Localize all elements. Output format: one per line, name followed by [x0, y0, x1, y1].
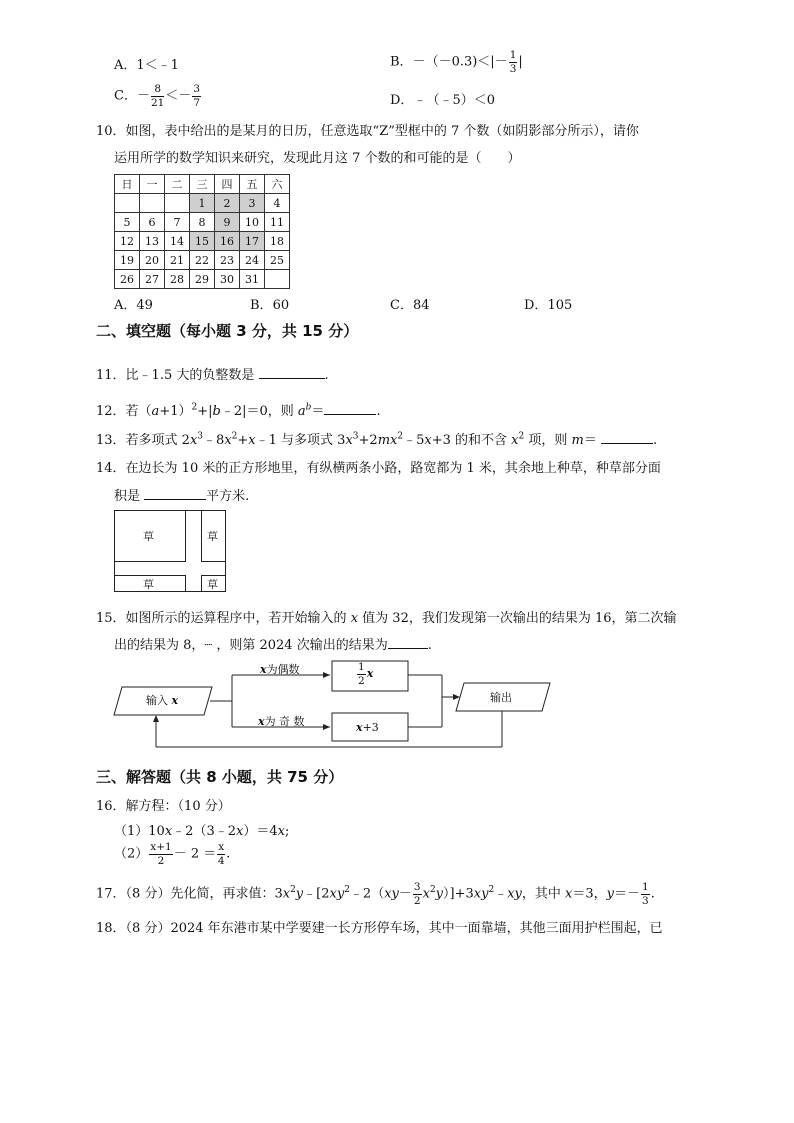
- q16-part1: （1）10x﹣2（3﹣2x）＝4x;: [114, 824, 290, 839]
- half-expression: $\frac{1}{2}$ x: [358, 661, 374, 687]
- plus3-expression: x+3: [356, 721, 379, 734]
- q10-option-c: C．84: [390, 298, 430, 313]
- calendar-cell-shaded: 15: [190, 232, 215, 251]
- q14-line1: 14．在边长为 10 米的正方形地里，有纵横两条小路，路宽都为 1 米，其余地上种草，种草部分面: [96, 461, 661, 476]
- q10-line1: 10．如图，表中给出的是某月的日历，任意选取“Z”型框中的 7 个数（如阴影部分所示），请你: [96, 124, 639, 139]
- calendar-table: [114, 174, 290, 289]
- calendar-cell-shaded: 9: [215, 213, 240, 232]
- odd-condition: x为 奇 数: [258, 715, 305, 728]
- q9-option-c: C．－ $\frac{8}{21}$ ＜－ $\frac{3}{7}$: [114, 83, 201, 109]
- q16-title: 16．解方程：（10 分）: [96, 799, 231, 814]
- section-title-solve: 三、解答题（共 8 小题，共 75 分）: [96, 768, 344, 786]
- q13: 13．若多项式 $2x^3﹣8x^2+x﹣1$ 与多项式 $3x^3+2mx^2﹣5x+3$ 的和不含 $x^2$ 项，则 m＝ .: [96, 431, 658, 448]
- square-field-figure: [114, 510, 226, 592]
- calendar-row: 19 20 21 22 23 24 25: [115, 251, 290, 270]
- q17: 17．（8 分）先化简，再求值：$3x^2y﹣[2xy^2﹣2(xy-$ $\frac{3}{2}$ $x^2y)]+3xy^2﹣xy$，其中 x＝3，y＝－ $\frac{1}{3}$ .: [96, 881, 655, 907]
- calendar-header: 二: [165, 175, 190, 194]
- grass-label: 草: [207, 530, 218, 543]
- calendar-cell-shaded: 17: [240, 232, 265, 251]
- grass-label: 草: [143, 578, 154, 591]
- q15-line2: 出的结果为 8，┈ ，则第 2024 次输出的结果为 .: [114, 638, 432, 653]
- calendar-header: 四: [215, 175, 240, 194]
- q9-option-a: A．1＜﹣1: [114, 58, 179, 73]
- calendar-cell-shaded: 3: [240, 194, 265, 213]
- calendar-cell-shaded: 2: [215, 194, 240, 213]
- calendar-row: 26 27 28 29 30 31: [115, 270, 290, 289]
- calendar-row: 5 6 7 8 9 10 11: [115, 213, 290, 232]
- calendar-header: 五: [240, 175, 265, 194]
- calendar-header: 日: [115, 175, 140, 194]
- calendar-row: 1 2 3 4: [115, 194, 290, 213]
- q14-line2: 积是 平方米.: [114, 489, 250, 504]
- section-title-fill-blank: 二、填空题（每小题 3 分，共 15 分）: [96, 322, 359, 340]
- grass-label: 草: [143, 530, 154, 543]
- q15-line1: 15．如图所示的运算程序中，若开始输入的 x 值为 32，我们发现第一次输出的结果为 16，第二次输: [96, 611, 677, 626]
- grass-label: 草: [207, 578, 218, 591]
- q10-option-d: D．105: [524, 298, 573, 313]
- calendar-header: 三: [190, 175, 215, 194]
- q12: 12．若$(a+1)^2+|b﹣2|=0$，则 $a^b=$ .: [96, 402, 381, 419]
- calendar-header: 一: [140, 175, 165, 194]
- q10-option-a: A．49: [114, 298, 153, 313]
- output-label: 输出: [490, 691, 512, 704]
- q18: 18．（8 分）2024 年东港市某中学要建一长方形停车场，其中一面靠墙，其他三面用护栏围起，已: [96, 921, 663, 936]
- calendar-header: 六: [265, 175, 290, 194]
- calendar-cell-shaded: 16: [215, 232, 240, 251]
- even-condition: x为偶数: [260, 663, 300, 676]
- calendar-row: 12 13 14 15 16 17 18: [115, 232, 290, 251]
- input-label: 输入 x: [146, 694, 179, 707]
- q9-option-b: B．－（－0.3)＜|－ $\frac{1}{3}$ |: [390, 49, 523, 75]
- q11: 11．比﹣1.5 大的负整数是 .: [96, 368, 329, 383]
- q10-line2: 运用所学的数学知识来研究，发现此月这 7 个数的和可能的是（ ）: [114, 151, 521, 166]
- q16-part2: （2） $\frac{x+1}{2}$ － 2 ＝ $\frac{x}{4}$ .: [114, 841, 231, 867]
- calendar-header-row: [115, 175, 290, 194]
- q9-option-d: D．﹣（﹣5）＜0: [390, 93, 495, 108]
- q10-option-b: B．60: [250, 298, 290, 313]
- calendar-cell-shaded: 1: [190, 194, 215, 213]
